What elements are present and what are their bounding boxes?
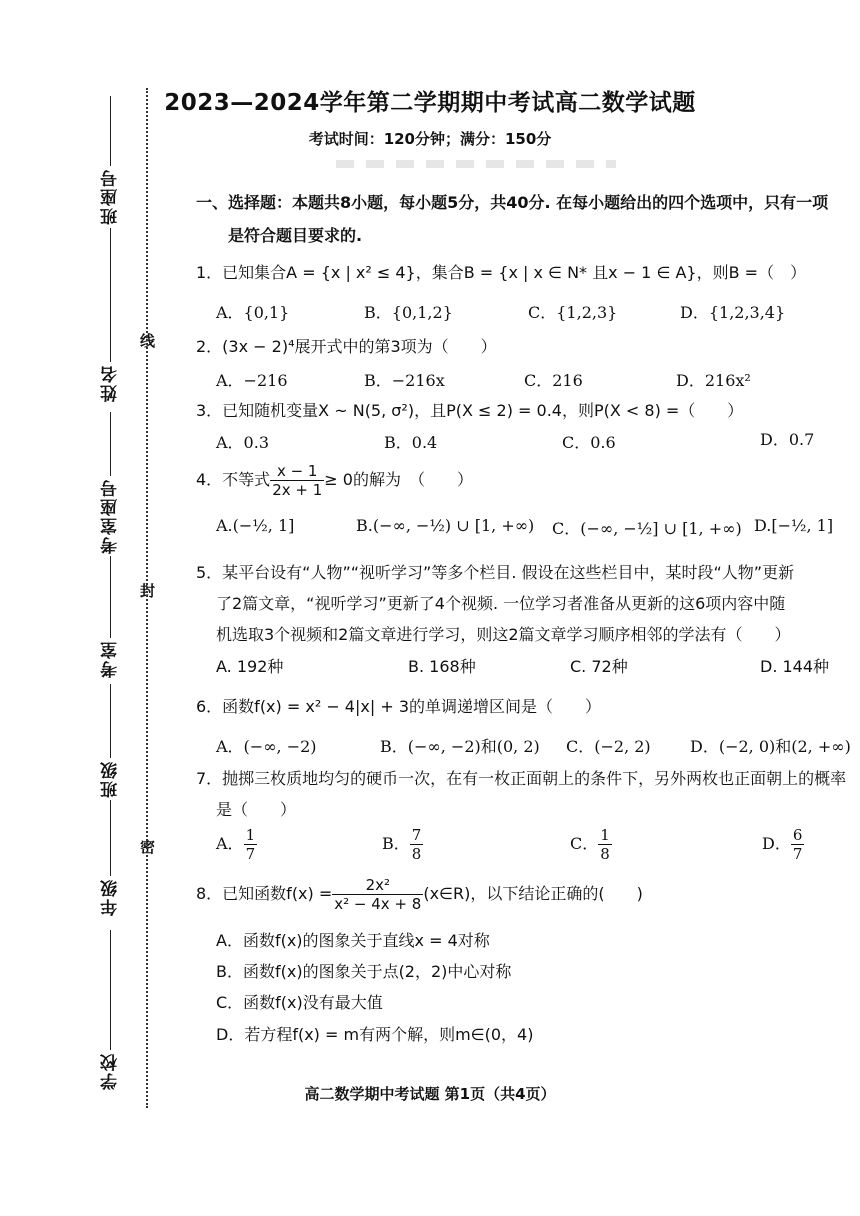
fill-line-school[interactable] — [110, 930, 111, 1050]
q4-fraction-numerator: x − 1 — [270, 462, 324, 481]
q7-option-b-denominator: 8 — [411, 845, 422, 863]
exam-title: 2023—2024学年第二学期期中考试高二数学试题 — [164, 90, 696, 116]
q4-option-d[interactable]: D.[−½, 1] — [754, 516, 834, 535]
q7-option-d[interactable] — [762, 826, 804, 863]
q7-option-d-denominator: 7 — [792, 845, 803, 863]
q4-option-b[interactable]: B.(−∞, −½) ∪ [1, +∞) — [356, 516, 535, 535]
q7-option-c-letter: C． — [570, 834, 599, 853]
label-school: 学校 — [101, 1052, 121, 1090]
q6-option-a[interactable]: A．(−∞, −2) — [216, 737, 317, 756]
page-footer: 高二数学期中考试题 第1页（共4页） — [304, 1085, 556, 1103]
q7-option-a-letter: A． — [216, 834, 244, 853]
q6-option-c[interactable]: C．(−2, 2) — [566, 737, 651, 756]
q8-fraction-denominator: x² − 4x + 8 — [334, 895, 422, 913]
sealing-dotted-line — [146, 88, 148, 1108]
label-exam-room-seat: 考室座号 — [101, 478, 121, 554]
q3-option-d[interactable]: D．0.7 — [760, 430, 815, 449]
q6-option-b[interactable]: B．(−∞, −2)和(0, 2) — [380, 737, 540, 756]
q5-stem-line2: 了2篇文章，“视听学习”更新了4个视频. 一位学习者准备从更新的这6项内容中随 — [216, 594, 786, 613]
q2-option-c[interactable]: C．216 — [524, 371, 583, 390]
q2-stem: 2．(3x − 2)⁴展开式中的第3项为（ ） — [196, 337, 497, 356]
q1-option-c[interactable]: C．{1,2,3} — [528, 303, 618, 322]
q3-option-a[interactable]: A．0.3 — [216, 433, 270, 452]
q1-stem: 1．已知集合A = {x | x² ≤ 4}，集合B = {x | x ∈ N* 且x − 1 ∈ A}，则B =（ ） — [196, 263, 807, 282]
q8-option-a[interactable]: A．函数f(x)的图象关于直线x = 4对称 — [216, 931, 490, 950]
q7-option-a-numerator: 1 — [245, 826, 256, 844]
q7-option-c[interactable] — [570, 826, 612, 863]
q4-option-a[interactable]: A.(−½, 1] — [216, 516, 295, 535]
fill-line-exam-room-seat[interactable] — [110, 412, 111, 476]
q1-option-b[interactable]: B．{0,1,2} — [364, 303, 453, 322]
q3-option-c[interactable]: C．0.6 — [562, 433, 616, 452]
fill-line-name[interactable] — [110, 228, 111, 362]
q7-option-a-denominator: 7 — [245, 845, 256, 863]
q7-option-d-letter: D． — [762, 834, 791, 853]
q5-option-b[interactable]: B. 168种 — [408, 657, 476, 676]
q2-option-a[interactable]: A．−216 — [216, 371, 288, 390]
q2-option-d[interactable]: D．216x² — [676, 371, 751, 390]
q2-option-b[interactable]: B．−216x — [364, 371, 445, 390]
q1-option-d[interactable]: D．{1,2,3,4} — [680, 303, 786, 322]
label-exam-room: 考室 — [101, 640, 121, 678]
q6-stem: 6．函数f(x) = x² − 4|x| + 3的单调递增区间是（ ） — [196, 697, 601, 716]
seal-char-secret: 密 — [140, 838, 156, 856]
q8-option-d[interactable]: D．若方程f(x) = m有两个解，则m∈(0，4) — [216, 1025, 534, 1044]
q4-stem-prefix: 4．不等式 — [196, 470, 271, 489]
q5-option-a[interactable]: A. 192种 — [216, 657, 284, 676]
q5-stem-line1: 5．某平台设有“人物”“视听学习”等多个栏目. 假设在这些栏目中，某时段“人物”更新 — [196, 563, 795, 582]
q1-option-a[interactable]: A．{0,1} — [216, 303, 290, 322]
q8-stem — [196, 876, 643, 913]
q3-option-b[interactable]: B．0.4 — [384, 433, 438, 452]
label-class-seat: 班座号 — [101, 168, 121, 225]
fill-line-exam-room[interactable] — [110, 556, 111, 638]
q4-stem-suffix: ≥ 0的解为 （ ） — [324, 470, 473, 489]
section-heading-line1: 一、选择题：本题共8小题，每小题5分，共40分. 在每小题给出的四个选项中，只有一项 — [196, 193, 829, 212]
q7-option-d-numerator: 6 — [792, 826, 803, 844]
seal-char-line: 线 — [140, 332, 156, 350]
fill-line-grade[interactable] — [110, 800, 111, 876]
q7-option-c-fraction — [598, 826, 612, 863]
q7-option-b[interactable] — [382, 826, 423, 863]
q7-stem-line2: 是（ ） — [216, 800, 297, 819]
seal-char-seal: 封 — [140, 582, 156, 600]
q7-option-b-numerator: 7 — [411, 826, 422, 844]
q8-option-b[interactable]: B．函数f(x)的图象关于点(2，2)中心对称 — [216, 962, 512, 981]
faded-text-strip — [336, 160, 616, 168]
label-grade: 年级 — [101, 878, 121, 916]
q3-stem: 3．已知随机变量X ~ N(5, σ²)，且P(X ≤ 2) = 0.4，则P(X < 8) =（ ） — [196, 401, 744, 420]
q7-option-c-numerator: 1 — [600, 826, 610, 844]
q8-stem-prefix: 8．已知函数f(x) = — [196, 884, 333, 903]
q4-stem — [196, 462, 473, 499]
section-heading-line2: 是符合题目要求的. — [228, 226, 363, 245]
q4-fraction — [270, 462, 324, 499]
q7-option-d-fraction — [791, 826, 805, 863]
q5-stem-line3: 机选取3个视频和2篇文章进行学习，则这2篇文章学习顺序相邻的学法有（ ） — [216, 625, 791, 644]
q5-option-d[interactable]: D. 144种 — [760, 657, 830, 676]
label-class: 班级 — [101, 760, 121, 798]
q8-fraction — [332, 876, 423, 913]
q7-option-b-fraction — [410, 826, 424, 863]
q5-option-c[interactable]: C. 72种 — [570, 657, 628, 676]
q4-option-c[interactable]: C．(−∞, −½] ∪ [1, +∞) — [552, 519, 742, 538]
fill-line-class[interactable] — [110, 684, 111, 758]
q4-fraction-denominator: 2x + 1 — [272, 481, 323, 499]
exam-subtitle: 考试时间：120分钟；满分：150分 — [308, 130, 552, 148]
q6-option-d[interactable]: D．(−2, 0)和(2, +∞) — [690, 737, 851, 756]
q8-stem-suffix: (x∈R)，以下结论正确的( ) — [423, 884, 643, 903]
q7-option-c-denominator: 8 — [600, 845, 610, 863]
q7-stem-line1: 7．抛掷三枚质地均匀的硬币一次，在有一枚正面朝上的条件下，另外两枚也正面朝上的概率 — [196, 769, 847, 788]
q8-fraction-numerator: 2x² — [332, 876, 423, 895]
q8-option-c[interactable]: C．函数f(x)没有最大值 — [216, 993, 383, 1012]
q7-option-a[interactable] — [216, 826, 257, 863]
q7-option-b-letter: B． — [382, 834, 410, 853]
q7-option-a-fraction — [244, 826, 258, 863]
label-name: 姓名 — [101, 364, 121, 402]
